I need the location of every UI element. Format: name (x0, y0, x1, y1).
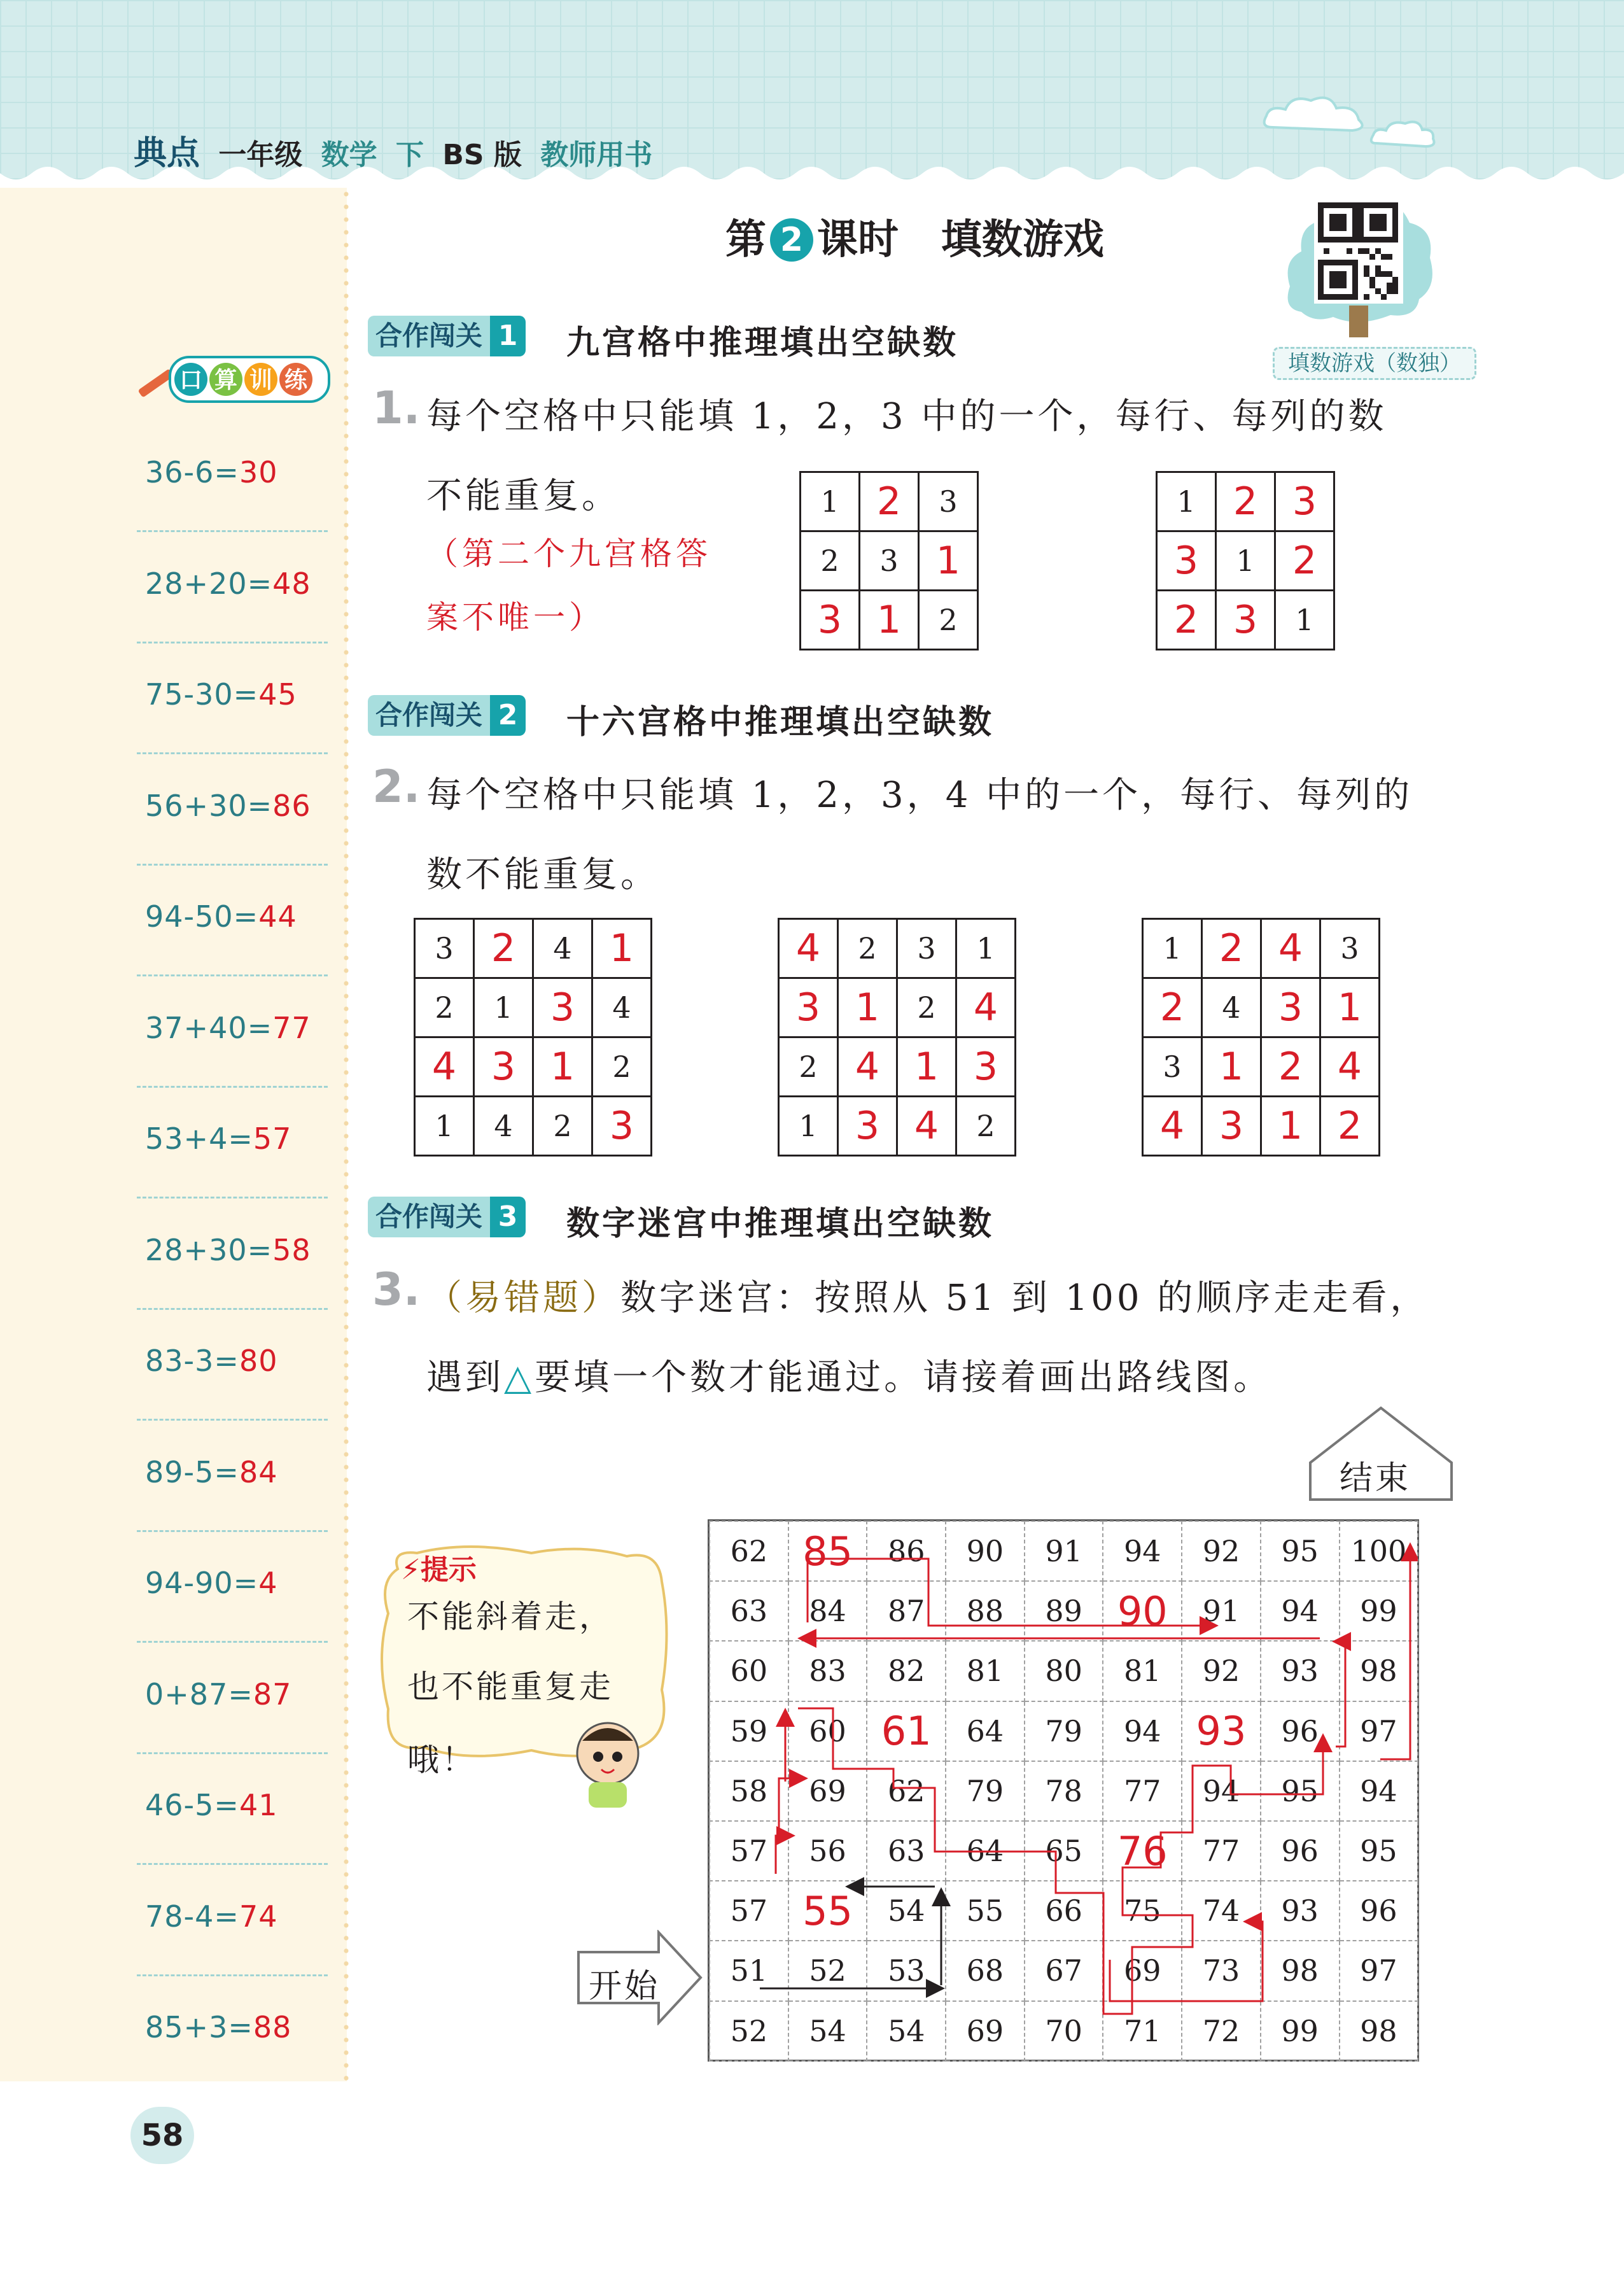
section-badge-2 (368, 695, 526, 736)
maze-cell: 63 (710, 1581, 788, 1641)
calc-answer: 58 (272, 1232, 311, 1267)
calc-divider (137, 752, 328, 754)
given-cell: 4 (1202, 978, 1261, 1037)
maze-answer: 61 (881, 1708, 932, 1755)
section-badge-3 (368, 1197, 526, 1237)
hint-line-3: 哦！ (407, 1741, 476, 1778)
question-3-line2-b: 要填一个数才能通过。请接着画出路线图。 (535, 1357, 1273, 1398)
maze-answer: 55 (802, 1887, 853, 1934)
given-cell: 1 (956, 919, 1016, 978)
calc-answer: 48 (272, 566, 311, 601)
oral-calc-item (145, 789, 330, 823)
lesson-prefix: 第 (725, 216, 766, 264)
calc-answer: 87 (253, 1677, 292, 1712)
hint-line-1: 不能斜着走， (407, 1598, 613, 1635)
maze-cell: 87 (867, 1581, 946, 1641)
cloud-icon-small (1368, 115, 1438, 153)
volume-label: 下 (396, 139, 424, 171)
maze-cell: 100 (1340, 1521, 1418, 1581)
number-maze (709, 1521, 1418, 2062)
given-cell: 2 (801, 531, 860, 591)
maze-cell: 89 (1025, 1581, 1103, 1641)
answer-cell: 3 (779, 978, 838, 1037)
answer-cell: 4 (415, 1037, 474, 1097)
maze-cell: 97 (1340, 1701, 1418, 1761)
given-cell: 2 (838, 919, 897, 978)
calc-divider (137, 530, 328, 532)
answer-cell: 1 (533, 1037, 592, 1097)
section-badge-text: 合作闯关 (368, 1197, 490, 1237)
maze-answer: 90 (1117, 1587, 1168, 1635)
oral-calc-item (145, 2010, 330, 2044)
answer-cell: 3 (592, 1097, 652, 1156)
oral-calc-item (145, 1455, 330, 1489)
answer-cell: 4 (779, 919, 838, 978)
lesson-number: 2 (770, 218, 813, 262)
calc-question: 56+30= (145, 788, 273, 823)
maze-cell: 74 (1182, 1881, 1261, 1941)
maze-cell: 68 (946, 1941, 1025, 2000)
oral-calc-item (145, 1566, 330, 1600)
maze-cell: 59 (710, 1701, 788, 1761)
oral-calc-item (145, 1677, 330, 1712)
maze-cell: 72 (1182, 2001, 1261, 2061)
error-prone-tag: （易错题） (426, 1277, 620, 1319)
section-title-1: 九宫格中推理填出空缺数 (566, 324, 959, 362)
answer-cell: 3 (1261, 978, 1320, 1037)
calc-question: 83-3= (145, 1344, 239, 1378)
maze-cell: 57 (710, 1821, 788, 1881)
hint-title-text: 提示 (420, 1554, 477, 1586)
answer-cell: 2 (1320, 1097, 1380, 1156)
calc-divider (137, 1197, 328, 1199)
maze-cell: 54 (867, 2001, 946, 2061)
maze-cell: 66 (1025, 1881, 1103, 1941)
oral-calc-item (145, 899, 330, 934)
answer-cell: 1 (592, 919, 652, 978)
maze-cell: 97 (1340, 1941, 1418, 2000)
nine-grid-2 (1156, 471, 1335, 650)
calc-answer: 45 (258, 677, 297, 712)
maze-cell: 93 (1261, 1641, 1340, 1701)
given-cell: 1 (801, 472, 860, 531)
answer-cell: 2 (1143, 978, 1202, 1037)
calc-question: 28+30= (145, 1232, 273, 1267)
given-cell: 3 (1320, 919, 1380, 978)
maze-cell: 51 (710, 1941, 788, 2000)
answer-cell: 3 (1216, 591, 1275, 650)
given-cell: 4 (474, 1097, 533, 1156)
given-cell: 1 (1157, 472, 1216, 531)
calc-question: 46-5= (145, 1788, 239, 1822)
given-cell: 2 (415, 978, 474, 1037)
maze-cell: 98 (1340, 1641, 1418, 1701)
maze-cell: 91 (1025, 1521, 1103, 1581)
maze-cell: 94 (1103, 1701, 1182, 1761)
maze-cell: 70 (1025, 2001, 1103, 2061)
oral-calc-item (145, 566, 330, 601)
given-cell: 2 (533, 1097, 592, 1156)
maze-cell: 73 (1182, 1941, 1261, 2000)
maze-cell: 79 (946, 1761, 1025, 1821)
section-badge-number: 3 (490, 1197, 526, 1237)
given-cell: 3 (1143, 1037, 1202, 1097)
calc-answer: 88 (253, 2010, 292, 2044)
answer-cell: 3 (1157, 531, 1216, 591)
maze-cell: 95 (1261, 1521, 1340, 1581)
maze-triangle-cell (867, 1701, 946, 1761)
answer-cell: 2 (1216, 472, 1275, 531)
maze-cell: 94 (1182, 1761, 1261, 1821)
answer-cell: 1 (860, 591, 919, 650)
maze-cell: 99 (1261, 2001, 1340, 2061)
maze-cell: 58 (710, 1761, 788, 1821)
answer-cell: 1 (897, 1037, 956, 1097)
given-cell: 1 (415, 1097, 474, 1156)
maze-cell: 94 (1103, 1521, 1182, 1581)
maze-triangle-cell (788, 1881, 867, 1941)
calc-question: 53+4= (145, 1121, 253, 1156)
given-cell: 3 (919, 472, 978, 531)
answer-cell: 1 (838, 978, 897, 1037)
calc-divider (137, 974, 328, 976)
answer-cell: 1 (1261, 1097, 1320, 1156)
section-title-3: 数字迷宫中推理填出空缺数 (566, 1205, 995, 1243)
calc-divider (137, 1641, 328, 1643)
calc-answer: 4 (258, 1566, 278, 1600)
maze-cell: 54 (788, 2001, 867, 2061)
maze-cell: 52 (788, 1941, 867, 2000)
oral-calc-item (145, 1344, 330, 1378)
sixteen-grid-3 (1142, 918, 1380, 1157)
question-1-note-line1: （第二个九宫格答 (426, 535, 711, 572)
answer-cell: 3 (533, 978, 592, 1037)
maze-cell: 65 (1025, 1821, 1103, 1881)
maze-cell: 55 (946, 1881, 1025, 1941)
answer-cell: 3 (801, 591, 860, 650)
maze-cell: 82 (867, 1641, 946, 1701)
maze-cell: 77 (1103, 1761, 1182, 1821)
answer-cell: 1 (919, 531, 978, 591)
calc-answer: 84 (239, 1454, 278, 1489)
answer-cell: 4 (838, 1037, 897, 1097)
calc-divider (137, 1530, 328, 1532)
maze-answer: 85 (802, 1528, 853, 1575)
answer-cell: 4 (897, 1097, 956, 1156)
maze-cell: 90 (946, 1521, 1025, 1581)
maze-cell: 54 (867, 1881, 946, 1941)
maze-cell: 63 (867, 1821, 946, 1881)
maze-cell: 79 (1025, 1701, 1103, 1761)
lesson-name: 填数游戏 (941, 216, 1104, 264)
question-2-line1: 每个空格中只能填 1，2，3，4 中的一个，每行、每列的 (426, 775, 1413, 816)
maze-cell: 60 (788, 1701, 867, 1761)
sixteen-grid-2 (778, 918, 1016, 1157)
oral-training-title-char: 口 (179, 367, 203, 393)
maze-cell: 78 (1025, 1761, 1103, 1821)
maze-cell: 52 (710, 2001, 788, 2061)
maze-answer: 93 (1196, 1708, 1247, 1755)
maze-cell: 94 (1261, 1581, 1340, 1641)
cloud-icon (1260, 89, 1368, 140)
given-cell: 1 (1275, 591, 1334, 650)
maze-cell: 69 (946, 2001, 1025, 2061)
answer-cell: 3 (1275, 472, 1334, 531)
answer-cell: 2 (1157, 591, 1216, 650)
given-cell: 3 (860, 531, 919, 591)
question-3-line1 (426, 1270, 1429, 1321)
given-cell: 2 (897, 978, 956, 1037)
question-1-note-line2: 案不唯一） (426, 599, 605, 636)
maze-cell: 64 (946, 1821, 1025, 1881)
given-cell: 1 (1216, 531, 1275, 591)
maze-cell: 98 (1340, 2001, 1418, 2061)
answer-cell: 2 (474, 919, 533, 978)
maze-cell: 95 (1340, 1821, 1418, 1881)
given-cell: 1 (1143, 919, 1202, 978)
question-2-line2: 数不能重复。 (426, 854, 659, 896)
calc-answer: 80 (239, 1344, 278, 1378)
question-3-line2-a: 遇到 (426, 1357, 504, 1398)
calc-question: 75-30= (145, 677, 259, 712)
hint-title: ⚡提示 (401, 1554, 477, 1586)
brand-logo: 典点 (134, 134, 200, 172)
answer-cell: 4 (1143, 1097, 1202, 1156)
answer-cell: 4 (1261, 919, 1320, 978)
answer-cell: 1 (1202, 1037, 1261, 1097)
answer-cell: 2 (1202, 919, 1261, 978)
oral-calc-item (145, 455, 330, 489)
maze-cell: 92 (1182, 1641, 1261, 1701)
page-number: 58 (130, 2107, 194, 2164)
answer-cell: 3 (838, 1097, 897, 1156)
maze-cell: 80 (1025, 1641, 1103, 1701)
maze-triangle-cell (1182, 1701, 1261, 1761)
calc-question: 94-50= (145, 899, 259, 934)
lesson-title (725, 207, 1104, 265)
given-cell: 2 (592, 1037, 652, 1097)
question-3-line2 (426, 1349, 1272, 1400)
given-cell: 3 (415, 919, 474, 978)
calc-answer: 57 (253, 1121, 292, 1156)
qr-caption: 填数游戏（数独） (1273, 347, 1476, 380)
oral-calc-item (145, 1788, 330, 1822)
calc-answer: 74 (239, 1899, 278, 1934)
end-label: 结束 (1340, 1459, 1411, 1498)
calc-question: 85+3= (145, 2010, 253, 2044)
calc-divider (137, 642, 328, 643)
given-cell: 4 (533, 919, 592, 978)
maze-cell: 56 (788, 1821, 867, 1881)
calc-question: 28+20= (145, 566, 273, 601)
maze-answer: 76 (1117, 1827, 1168, 1874)
maze-cell: 83 (788, 1641, 867, 1701)
question-3-line1-text: 数字迷宫：按照从 51 到 100 的顺序走走看， (620, 1277, 1429, 1319)
maze-cell: 60 (710, 1641, 788, 1701)
answer-cell: 2 (1275, 531, 1334, 591)
hint-line-2: 也不能重复走 (407, 1668, 613, 1705)
given-cell: 2 (956, 1097, 1016, 1156)
section-badge-text: 合作闯关 (368, 316, 490, 356)
maze-cell: 67 (1025, 1941, 1103, 2000)
oral-calc-item (145, 1233, 330, 1267)
sixteen-grid-1 (414, 918, 652, 1157)
question-number-3: 3. (372, 1263, 421, 1316)
oral-training-title-char: 练 (284, 367, 308, 393)
book-type-label: 教师用书 (540, 139, 653, 171)
calc-divider (137, 1974, 328, 1976)
question-number-2: 2. (372, 761, 421, 813)
calc-divider (137, 1308, 328, 1310)
calc-question: 94-90= (145, 1566, 259, 1600)
oral-calc-item (145, 1121, 330, 1156)
maze-cell: 91 (1182, 1581, 1261, 1641)
answer-cell: 2 (860, 472, 919, 531)
maze-triangle-cell (788, 1521, 867, 1581)
section-badge-number: 1 (490, 316, 526, 356)
calc-answer: 44 (258, 899, 297, 934)
section-badge-1 (368, 316, 526, 356)
maze-cell: 92 (1182, 1521, 1261, 1581)
oral-calc-item (145, 677, 330, 712)
calc-answer: 86 (272, 788, 311, 823)
maze-cell: 98 (1261, 1941, 1340, 2000)
answer-cell: 4 (956, 978, 1016, 1037)
calc-answer: 77 (272, 1010, 311, 1045)
nine-grid-1 (799, 471, 979, 650)
calc-divider (137, 1752, 328, 1754)
maze-triangle-cell (1103, 1821, 1182, 1881)
calc-divider (137, 864, 328, 866)
answer-cell: 2 (1261, 1037, 1320, 1097)
answer-cell: 4 (1320, 1037, 1380, 1097)
edition-label: BS 版 (442, 139, 522, 171)
maze-cell: 93 (1261, 1881, 1340, 1941)
given-cell: 4 (592, 978, 652, 1037)
given-cell: 3 (897, 919, 956, 978)
calc-question: 89-5= (145, 1454, 239, 1489)
maze-cell: 69 (788, 1761, 867, 1821)
maze-cell: 62 (867, 1761, 946, 1821)
calc-answer: 41 (239, 1788, 278, 1822)
maze-cell: 94 (1340, 1761, 1418, 1821)
given-cell: 1 (779, 1097, 838, 1156)
given-cell: 1 (474, 978, 533, 1037)
given-cell: 2 (919, 591, 978, 650)
maze-cell: 57 (710, 1881, 788, 1941)
question-number-1: 1. (372, 382, 421, 434)
answer-cell: 1 (1320, 978, 1380, 1037)
maze-cell: 62 (710, 1521, 788, 1581)
maze-cell: 95 (1261, 1761, 1340, 1821)
maze-cell: 53 (867, 1941, 946, 2000)
column-edge-decoration (344, 188, 349, 2081)
calc-question: 78-4= (145, 1899, 239, 1934)
header-brand (134, 126, 661, 174)
section-badge-number: 2 (490, 695, 526, 736)
grade-label: 一年级 (218, 139, 303, 171)
start-label: 开始 (589, 1967, 661, 2006)
section-badge-text: 合作闯关 (368, 695, 490, 736)
maze-cell: 81 (1103, 1641, 1182, 1701)
oral-calc-item (145, 1899, 330, 1934)
section-title-2: 十六宫格中推理填出空缺数 (566, 703, 995, 742)
maze-cell: 96 (1340, 1881, 1418, 1941)
maze-cell: 96 (1261, 1701, 1340, 1761)
maze-cell: 86 (867, 1521, 946, 1581)
triangle-icon: △ (504, 1357, 535, 1398)
maze-cell: 88 (946, 1581, 1025, 1641)
oral-training-title-char: 训 (249, 367, 273, 393)
given-cell: 2 (779, 1037, 838, 1097)
oral-training-title (130, 353, 340, 404)
question-1-line2: 不能重复。 (426, 475, 620, 517)
answer-cell: 3 (956, 1037, 1016, 1097)
answer-cell: 3 (1202, 1097, 1261, 1156)
maze-cell: 96 (1261, 1821, 1340, 1881)
maze-cell: 99 (1340, 1581, 1418, 1641)
maze-cell: 64 (946, 1701, 1025, 1761)
calc-answer: 30 (239, 455, 278, 489)
lesson-suffix: 课时 (817, 216, 899, 264)
calc-divider (137, 1863, 328, 1865)
calc-divider (137, 1086, 328, 1088)
maze-cell: 84 (788, 1581, 867, 1641)
oral-calc-item (145, 1011, 330, 1045)
maze-cell: 69 (1103, 1941, 1182, 2000)
subject-label: 数学 (321, 139, 377, 171)
calc-question: 37+40= (145, 1010, 273, 1045)
oral-training-title-char: 算 (214, 367, 238, 393)
calc-divider (137, 1419, 328, 1421)
question-1-line1: 每个空格中只能填 1，2，3 中的一个，每行、每列的数 (426, 396, 1387, 437)
calc-question: 36-6= (145, 455, 239, 489)
maze-cell: 71 (1103, 2001, 1182, 2061)
maze-cell: 75 (1103, 1881, 1182, 1941)
answer-cell: 3 (474, 1037, 533, 1097)
calc-question: 0+87= (145, 1677, 253, 1712)
maze-cell: 81 (946, 1641, 1025, 1701)
qr-code[interactable] (1282, 191, 1435, 337)
maze-cell: 77 (1182, 1821, 1261, 1881)
maze-triangle-cell (1103, 1581, 1182, 1641)
